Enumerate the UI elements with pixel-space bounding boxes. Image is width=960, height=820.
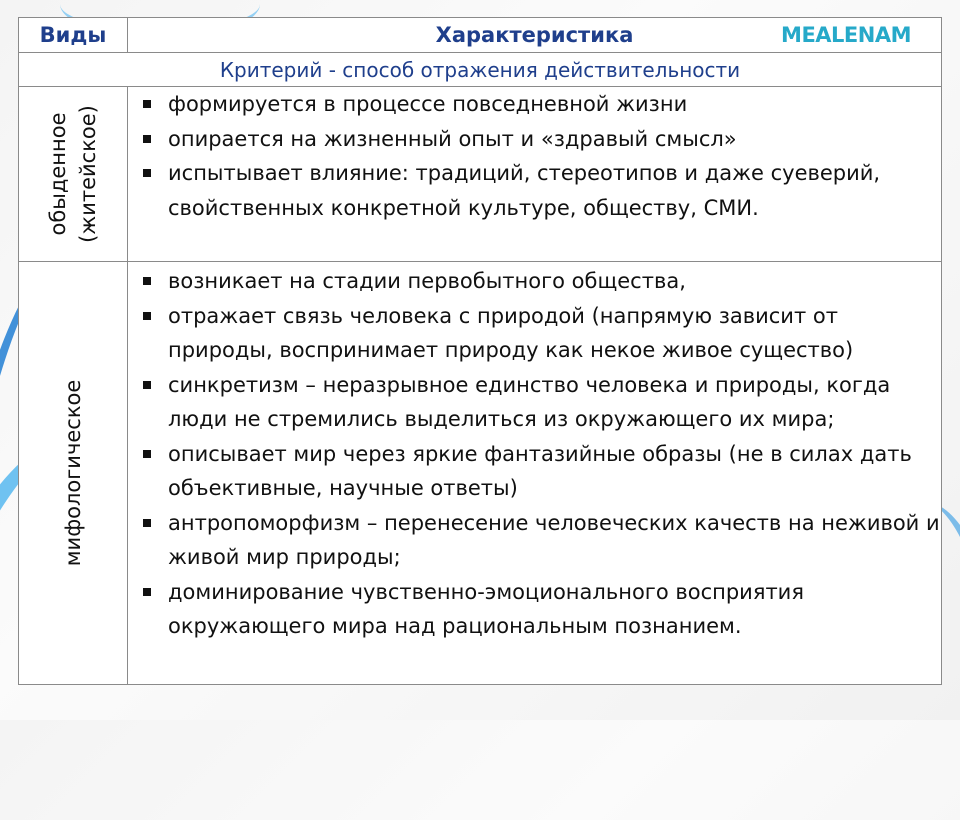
square-bullet-icon bbox=[143, 135, 151, 143]
square-bullet-icon bbox=[143, 277, 151, 285]
list-item bbox=[140, 506, 941, 575]
list-item-text: синкретизм – неразрывное единство человека и природы, когда люди не стремились выделиться из окружающего их мира; bbox=[168, 372, 891, 431]
characteristic-cell-ordinary bbox=[128, 87, 941, 261]
list-item bbox=[140, 299, 941, 368]
list-item bbox=[140, 437, 941, 506]
list-item-text: доминирование чувственно-эмоционального восприятия окружающего мира над рациональным познанием. bbox=[168, 579, 804, 638]
list-item-text: описывает мир через яркие фантазийные образы (не в силах дать объективные, научные ответы) bbox=[168, 441, 912, 500]
type-label-ordinary-line2: (житейское) bbox=[76, 105, 100, 243]
square-bullet-icon bbox=[143, 519, 151, 527]
list-item bbox=[140, 87, 941, 122]
list-item bbox=[140, 368, 941, 437]
comparison-table bbox=[18, 17, 942, 685]
square-bullet-icon bbox=[143, 100, 151, 108]
bullet-list-ordinary bbox=[128, 87, 941, 225]
header-characteristic: Характеристика bbox=[435, 23, 634, 47]
list-item bbox=[140, 575, 941, 644]
table-row-mythological bbox=[19, 262, 941, 684]
characteristic-cell-mythological bbox=[128, 262, 941, 684]
square-bullet-icon bbox=[143, 312, 151, 320]
type-label-ordinary bbox=[43, 105, 103, 243]
type-label-mythological-line1: мифологическое bbox=[61, 379, 85, 567]
criterion-row: Критерий - способ отражения действительности bbox=[19, 53, 941, 87]
table-header-row bbox=[19, 18, 941, 53]
square-bullet-icon bbox=[143, 381, 151, 389]
list-item-text: формируется в процессе повседневной жизни bbox=[168, 92, 688, 116]
list-item bbox=[140, 264, 941, 299]
list-item-text: испытывает влияние: традиций, стереотипов и даже суеверий, свойственных конкретной культуре, обществу, СМИ. bbox=[168, 161, 881, 220]
list-item-text: антропоморфизм – перенесение человеческих качеств на неживой и живой мир природы; bbox=[168, 510, 940, 569]
type-label-mythological bbox=[58, 380, 88, 567]
list-item bbox=[140, 122, 941, 157]
type-cell-ordinary bbox=[19, 87, 127, 261]
square-bullet-icon bbox=[143, 169, 151, 177]
list-item-text: опирается на жизненный опыт и «здравый смысл» bbox=[168, 126, 737, 151]
header-types: Виды bbox=[39, 23, 107, 47]
square-bullet-icon bbox=[143, 450, 151, 458]
type-cell-mythological bbox=[19, 262, 127, 684]
list-item bbox=[140, 156, 941, 225]
list-item-text: возникает на стадии первобытного общества, bbox=[168, 269, 686, 293]
table-row-ordinary bbox=[19, 87, 941, 262]
brand-logo: MEALENAM bbox=[781, 23, 911, 47]
type-label-ordinary-line1: обыденное bbox=[46, 112, 70, 236]
bullet-list-mythological bbox=[128, 262, 941, 644]
list-item-text: отражает связь человека с природой (напрямую зависит от природы, воспринимает природу как некое живое существо) bbox=[168, 303, 854, 362]
square-bullet-icon bbox=[143, 588, 151, 596]
